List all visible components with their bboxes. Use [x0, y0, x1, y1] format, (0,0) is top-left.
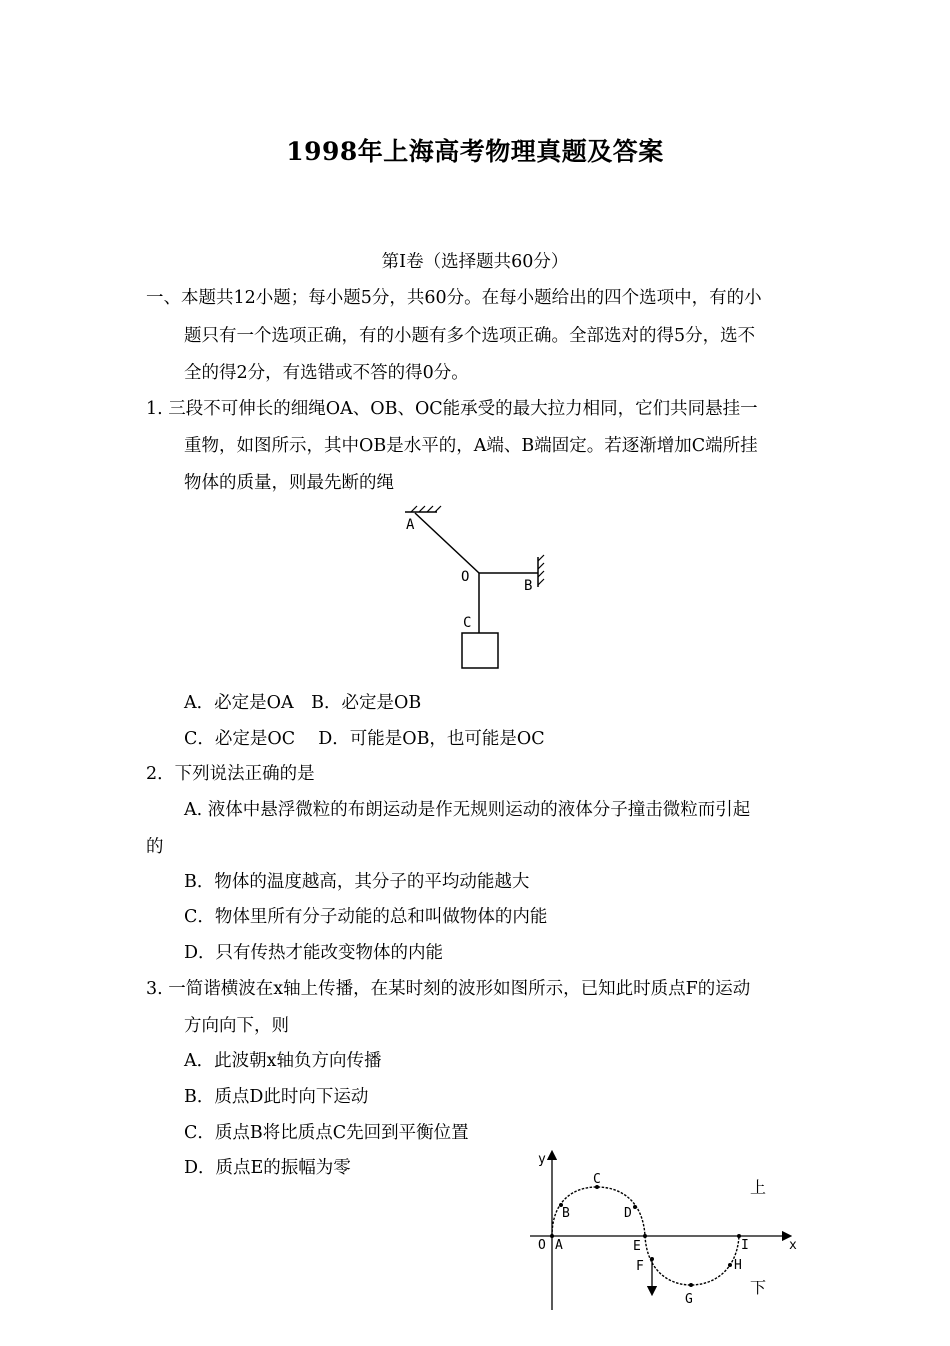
q1-label-o: O	[461, 569, 470, 585]
q1-label-a: A	[406, 517, 415, 533]
q3-label-d: D	[624, 1206, 632, 1221]
q1-stem-line-2: 重物，如图所示，其中OB是水平的，A端、B端固定。若逐渐增加C端所挂	[184, 436, 758, 456]
volume-header: 第Ⅰ卷（选择题共60分）	[381, 252, 569, 272]
q3-label-f: F	[636, 1259, 644, 1274]
q1-wall-hatch	[538, 555, 544, 585]
q3-label-g: G	[685, 1292, 693, 1307]
q1-weight-box	[462, 633, 498, 668]
q2-option-b: B．物体的温度越高，其分子的平均动能越大	[184, 872, 530, 892]
q1-label-c: C	[463, 615, 472, 631]
q3-wave-diagram	[525, 1145, 805, 1315]
q3-option-b: B．质点D此时向下运动	[184, 1087, 369, 1107]
q3-option-d: D．质点E的振幅为零	[184, 1158, 351, 1178]
q3-stem-line-1: 3. 一简谐横波在x轴上传播，在某时刻的波形如图所示，已知此时质点F的运动	[146, 979, 751, 999]
document-title: 1998年上海高考物理真题及答案	[286, 137, 664, 166]
q3-label-y: y	[538, 1152, 546, 1167]
q1-rope-oa	[415, 513, 479, 573]
q2-option-a-line-2: 的	[146, 837, 164, 857]
q1-stem-line-3: 物体的质量，则最先断的绳	[184, 473, 394, 493]
section-intro-line-1: 一、本题共12小题；每小题5分，共60分。在每小题给出的四个选项中，有的小	[146, 288, 762, 308]
q1-label-b: B	[524, 578, 533, 594]
q1-rope-diagram	[395, 505, 560, 675]
q3-label-o: O	[538, 1238, 546, 1253]
q2-option-d: D．只有传热才能改变物体的内能	[184, 943, 444, 963]
q3-label-down: 下	[750, 1278, 767, 1297]
q1-ceiling-hatch	[411, 506, 441, 512]
q2-option-a-line-1: A. 液体中悬浮微粒的布朗运动是作无规则运动的液体分子撞击微粒而引起	[184, 800, 751, 820]
section-intro-line-3: 全的得2分，有选错或不答的得0分。	[184, 363, 469, 383]
q3-label-e: E	[633, 1239, 641, 1254]
q3-stem-line-2: 方向向下，则	[184, 1016, 289, 1036]
q3-label-b: B	[562, 1206, 570, 1221]
q3-label-a: A	[555, 1238, 563, 1253]
section-intro-line-2: 题只有一个选项正确，有的小题有多个选项正确。全部选对的得5分，选不	[184, 326, 756, 346]
q2-stem: 2．下列说法正确的是	[146, 764, 315, 784]
q3-label-x: x	[789, 1238, 797, 1253]
q3-label-up: 上	[750, 1178, 767, 1197]
q3-option-a: A．此波朝x轴负方向传播	[184, 1051, 382, 1071]
q3-label-h: H	[734, 1258, 742, 1273]
q1-options-line-2: C．必定是OC D．可能是OB，也可能是OC	[184, 729, 545, 749]
q3-option-c: C．质点B将比质点C先回到平衡位置	[184, 1123, 469, 1143]
q1-stem-line-1: 1. 三段不可伸长的细绳OA、OB、OC能承受的最大拉力相同，它们共同悬挂一	[146, 399, 758, 419]
q2-option-c: C．物体里所有分子动能的总和叫做物体的内能	[184, 907, 548, 927]
q1-options-line-1: A．必定是OA B．必定是OB	[184, 693, 422, 713]
q3-label-c: C	[593, 1172, 601, 1187]
q3-label-i: I	[741, 1238, 749, 1253]
